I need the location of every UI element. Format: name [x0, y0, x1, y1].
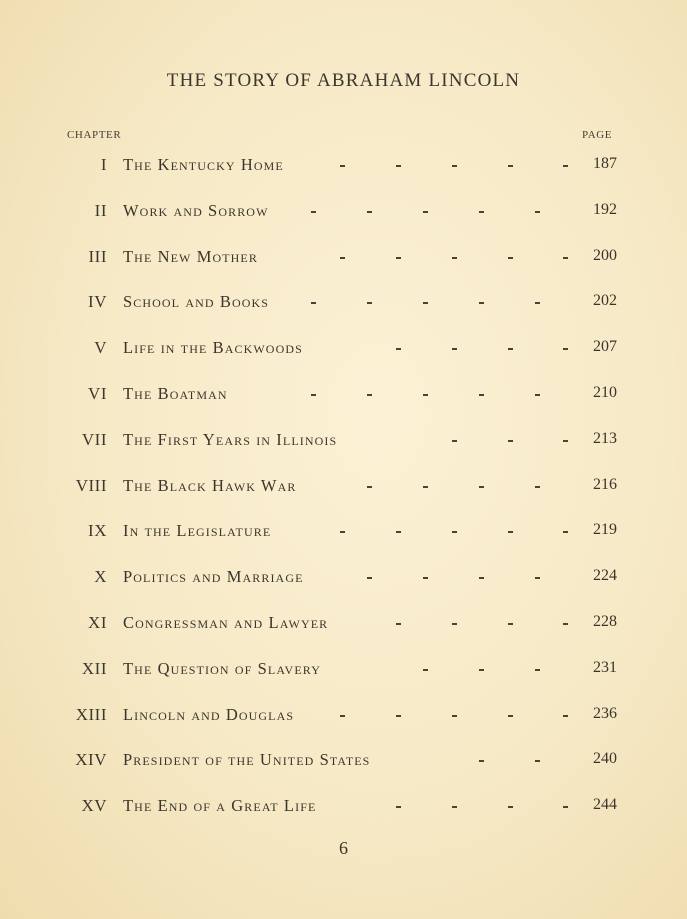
leader-dot: [508, 257, 513, 259]
chapter-title: In the Legislature: [123, 521, 272, 541]
leader-dot: [508, 715, 513, 717]
toc-entry: [0, 145, 687, 191]
leader-dot: [563, 715, 568, 717]
chapter-number: XV: [81, 796, 107, 816]
chapter-page: 200: [593, 246, 617, 264]
leader-dot: [396, 715, 401, 717]
leader-dot: [396, 806, 401, 808]
leader-dot: [423, 302, 428, 304]
leader-dot: [452, 257, 457, 259]
chapter-number: V: [94, 338, 107, 358]
chapter-page: 236: [593, 704, 617, 722]
chapter-number: XIII: [75, 704, 107, 724]
leader-dot: [340, 165, 345, 167]
leader-dot: [508, 440, 513, 442]
toc-entry: [0, 420, 687, 466]
toc-entry: [0, 191, 687, 237]
leader-dot: [535, 302, 540, 304]
leader-dot: [508, 165, 513, 167]
leader-dot: [452, 715, 457, 717]
toc-entry: [0, 603, 687, 649]
chapter-number: VII: [81, 429, 107, 449]
chapter-title: President of the United States: [123, 750, 371, 770]
leader-dot: [535, 211, 540, 213]
leader-dot: [479, 669, 484, 671]
page-title: THE STORY OF ABRAHAM LINCOLN: [166, 70, 521, 91]
dot-leader: [0, 247, 687, 269]
toc-entry: [0, 557, 687, 603]
chapter-number: III: [88, 246, 107, 266]
chapter-page: 216: [593, 475, 617, 493]
dot-leader: [0, 384, 687, 406]
leader-dot: [479, 486, 484, 488]
leader-dot: [396, 348, 401, 350]
toc-entry: [0, 328, 687, 374]
leader-dot: [367, 302, 372, 304]
toc-entry: [0, 695, 687, 741]
leader-dot: [479, 394, 484, 396]
table-of-contents: [0, 145, 687, 832]
toc-entry: [0, 282, 687, 328]
chapter-title: Work and Sorrow: [123, 200, 269, 220]
leader-dot: [423, 577, 428, 579]
leader-dot: [508, 806, 513, 808]
chapter-number: IV: [88, 292, 107, 312]
leader-dot: [340, 531, 345, 533]
chapter-title: The New Mother: [123, 246, 258, 266]
leader-dot: [396, 531, 401, 533]
leader-dot: [479, 577, 484, 579]
chapter-page: 202: [593, 292, 617, 310]
chapter-page: 224: [593, 567, 617, 585]
chapter-title: The Question of Slavery: [123, 658, 321, 678]
leader-dot: [535, 669, 540, 671]
chapter-number: X: [94, 567, 107, 587]
chapter-number: II: [94, 200, 107, 220]
leader-dot: [563, 165, 568, 167]
dot-leader: [0, 521, 687, 543]
dot-leader: [0, 567, 687, 589]
leader-dot: [396, 623, 401, 625]
leader-dot: [479, 211, 484, 213]
leader-dot: [508, 348, 513, 350]
dot-leader: [0, 430, 687, 452]
toc-entry: [0, 740, 687, 786]
leader-dot: [452, 531, 457, 533]
dot-leader: [0, 292, 687, 314]
leader-dot: [563, 348, 568, 350]
leader-dot: [311, 302, 316, 304]
page-column-label: PAGE: [582, 129, 613, 141]
leader-dot: [452, 623, 457, 625]
dot-leader: [0, 155, 687, 177]
chapter-page: 187: [593, 155, 617, 172]
leader-dot: [423, 394, 428, 396]
toc-entry: [0, 237, 687, 283]
toc-entry: [0, 649, 687, 695]
dot-leader: [0, 659, 687, 681]
chapter-title: Lincoln and Douglas: [123, 704, 295, 724]
leader-dot: [508, 623, 513, 625]
dot-leader: [0, 201, 687, 223]
chapter-title: The Black Hawk War: [123, 475, 297, 495]
leader-dot: [508, 531, 513, 533]
chapter-page: 210: [593, 383, 617, 401]
leader-dot: [340, 257, 345, 259]
chapter-number: XI: [88, 612, 107, 632]
leader-dot: [479, 302, 484, 304]
chapter-page: 231: [593, 658, 617, 676]
chapter-title: The Kentucky Home: [123, 155, 284, 174]
page-number: 6: [339, 838, 348, 858]
toc-entry: [0, 374, 687, 420]
chapter-title: The Boatman: [123, 383, 228, 403]
leader-dot: [563, 257, 568, 259]
leader-dot: [311, 394, 316, 396]
chapter-number: VI: [88, 383, 107, 403]
leader-dot: [423, 669, 428, 671]
leader-dot: [479, 760, 484, 762]
toc-entry: [0, 786, 687, 832]
leader-dot: [396, 257, 401, 259]
chapter-title: Congressman and Lawyer: [123, 612, 329, 632]
chapter-page: 213: [593, 429, 617, 447]
leader-dot: [367, 486, 372, 488]
chapter-number: XII: [81, 658, 107, 678]
chapter-title: School and Books: [123, 292, 270, 312]
leader-dot: [396, 165, 401, 167]
chapter-page: 219: [593, 521, 617, 539]
leader-dot: [452, 440, 457, 442]
leader-dot: [367, 394, 372, 396]
leader-dot: [452, 806, 457, 808]
chapter-page: 228: [593, 612, 617, 630]
leader-dot: [563, 440, 568, 442]
dot-leader: [0, 613, 687, 635]
leader-dot: [535, 760, 540, 762]
toc-entry: [0, 511, 687, 557]
leader-dot: [535, 577, 540, 579]
chapter-page: 192: [593, 200, 617, 218]
leader-dot: [423, 486, 428, 488]
dot-leader: [0, 705, 687, 727]
leader-dot: [311, 211, 316, 213]
leader-dot: [563, 623, 568, 625]
chapter-number: XIV: [75, 750, 107, 770]
chapter-column-label: CHAPTER: [67, 129, 122, 141]
chapter-title: The End of a Great Life: [123, 796, 317, 816]
chapter-title: Life in the Backwoods: [123, 338, 303, 358]
leader-dot: [563, 806, 568, 808]
dot-leader: [0, 796, 687, 818]
leader-dot: [535, 394, 540, 396]
dot-leader: [0, 338, 687, 360]
chapter-page: 240: [593, 750, 617, 768]
dot-leader: [0, 750, 687, 772]
chapter-page: 207: [593, 338, 617, 356]
chapter-title: Politics and Marriage: [123, 567, 304, 587]
leader-dot: [452, 165, 457, 167]
leader-dot: [563, 531, 568, 533]
leader-dot: [340, 715, 345, 717]
leader-dot: [367, 211, 372, 213]
leader-dot: [452, 348, 457, 350]
chapter-number: VIII: [75, 475, 107, 495]
chapter-title: The First Years in Illinois: [123, 429, 338, 449]
chapter-number: I: [100, 155, 107, 174]
leader-dot: [535, 486, 540, 488]
leader-dot: [423, 211, 428, 213]
dot-leader: [0, 476, 687, 498]
toc-entry: [0, 466, 687, 512]
chapter-number: IX: [88, 521, 107, 541]
chapter-page: 244: [593, 796, 617, 814]
leader-dot: [367, 577, 372, 579]
